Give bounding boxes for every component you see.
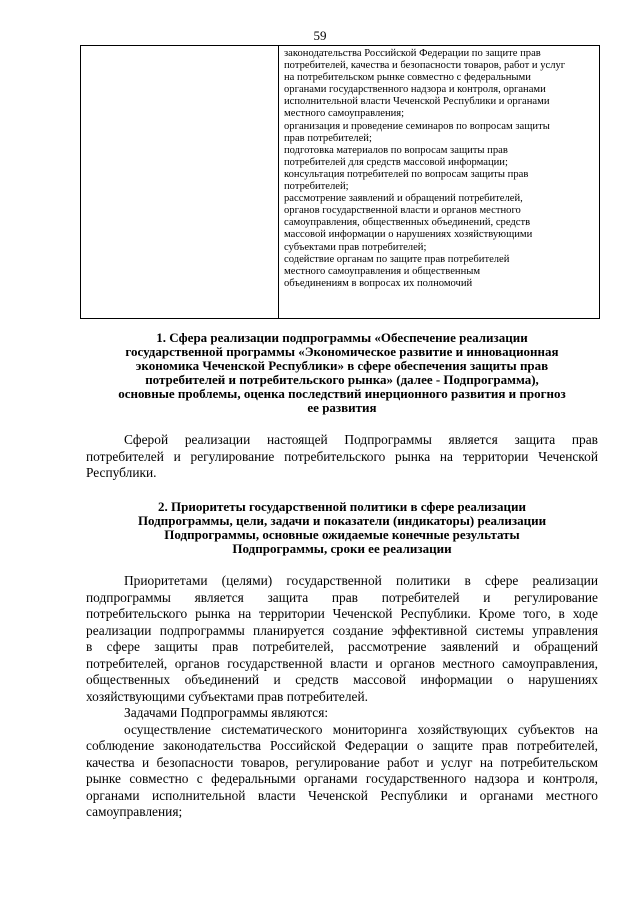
- paragraph-line: рынке совместно с федеральными органами государственного надзора и контроля,: [86, 771, 598, 786]
- table-cell-line: объединениям в вопросах их полномочий: [284, 277, 473, 289]
- table-cell-line: потребителей для средств массовой информации;: [284, 156, 508, 168]
- table-cell-line: консультация потребителей по вопросам защиты прав: [284, 168, 529, 180]
- paragraph-line: самоуправления;: [86, 804, 183, 819]
- paragraph-line: в сфере защиты прав потребителей, рассмотрение заявлений и обращений: [86, 639, 598, 654]
- table-cell-line: на потребительском рынке совместно с федеральными: [284, 72, 531, 84]
- paragraph-line: потребителей, органов государственной власти и органов местного самоуправления,: [86, 655, 598, 671]
- paragraph-line: реализации подпрограммы планируется создание эффективной системы управления: [86, 622, 598, 638]
- paragraph-line: Республики.: [86, 465, 157, 480]
- table-cell-line: органов государственной власти и органов местного: [284, 205, 521, 217]
- section-2-paragraph: [86, 573, 598, 821]
- paragraph-line: Сферой реализации настоящей Подпрограммы является защита прав: [124, 432, 598, 447]
- paragraph-line: качества и безопасности товаров, регулирование работ и услуг на потребительском: [86, 754, 598, 770]
- table-cell-line: местного самоуправления;: [284, 108, 405, 120]
- table-cell-line: субъектами прав потребителей;: [284, 241, 427, 253]
- paragraph-line: потребительского рынка на территории Чеченской Республики. Кроме того, в ходе: [86, 606, 598, 621]
- paragraph-line: хозяйствующими субъектами прав потребителей.: [86, 688, 368, 704]
- table-cell-line: местного самоуправления и общественным: [284, 265, 481, 277]
- paragraph-line: Приоритетами (целями) государственной политики в сфере реализации: [124, 573, 598, 588]
- heading-line: потребителей и потребительского рынка» (далее - Подпрограмма),: [145, 372, 539, 387]
- table-cell-line: организация и проведение семинаров по вопросам защиты: [284, 120, 550, 132]
- table-cell-line: прав потребителей;: [284, 132, 372, 144]
- table-cell-line: потребителей, качества и безопасности товаров, работ и услуг: [284, 60, 566, 72]
- table-cell-line: рассмотрение заявлений и обращений потребителей,: [284, 193, 523, 205]
- table-right-cell: [284, 48, 596, 290]
- paragraph-line: потребителей и регулирование потребительского рынка на территории Чеченской: [86, 448, 598, 464]
- table-cell-line: потребителей;: [284, 181, 349, 193]
- heading-line: 2. Приоритеты государственной политики в сфере реализации: [157, 499, 526, 514]
- section-1-heading: [86, 331, 598, 415]
- table-cell-line: органами государственного надзора и контроля, органами: [284, 84, 546, 96]
- table-cell-line: исполнительной власти Чеченской Республики и органами: [284, 96, 550, 108]
- heading-line: основные проблемы, оценка последствий инерционного развития и прогноз: [118, 386, 566, 401]
- table-cell-line: подготовка материалов по вопросам защиты прав: [284, 144, 508, 156]
- heading-line: Подпрограммы, цели, задачи и показатели (индикаторы) реализации: [137, 513, 547, 528]
- paragraph-line: соблюдение законодательства Российской Федерации о защите прав потребителей,: [86, 738, 598, 753]
- page-number: 59: [313, 28, 327, 43]
- table-column-divider: [278, 46, 279, 318]
- paragraph-line: органами исполнительной власти Чеченской Республики и органами местного: [86, 787, 598, 803]
- heading-line: Подпрограммы, основные ожидаемые конечные результаты: [164, 527, 520, 542]
- paragraph-line: осуществление систематического мониторинга хозяйствующих субъектов на: [124, 721, 598, 737]
- section-2-heading: [86, 500, 598, 556]
- paragraph-line: Задачами Подпрограммы являются:: [124, 705, 329, 720]
- heading-line: экономика Чеченской Республики» в сфере обеспечения защиты прав: [135, 358, 549, 373]
- table-cell-line: массовой информации о нарушениях хозяйствующими: [284, 229, 533, 241]
- table-cell-line: законодательства Российской Федерации по защите прав: [284, 48, 541, 59]
- paragraph-line: общественных объединений и средств массовой информации о нарушениях: [86, 672, 598, 687]
- heading-line: 1. Сфера реализации подпрограммы «Обеспечение реализации: [156, 330, 528, 345]
- section-1-paragraph: [86, 432, 598, 482]
- heading-line: ее развития: [307, 400, 377, 415]
- paragraph-line: подпрограммы является защита прав потребителей и регулирование: [86, 589, 598, 605]
- table-cell-line: самоуправления, общественных объединений, средств: [284, 217, 531, 229]
- table-cell-line: содействие органам по защите прав потребителей: [284, 253, 510, 265]
- continuation-table: [80, 45, 600, 319]
- heading-line: государственной программы «Экономическое развитие и инновационная: [125, 344, 559, 359]
- heading-line: Подпрограммы, сроки ее реализации: [232, 541, 452, 556]
